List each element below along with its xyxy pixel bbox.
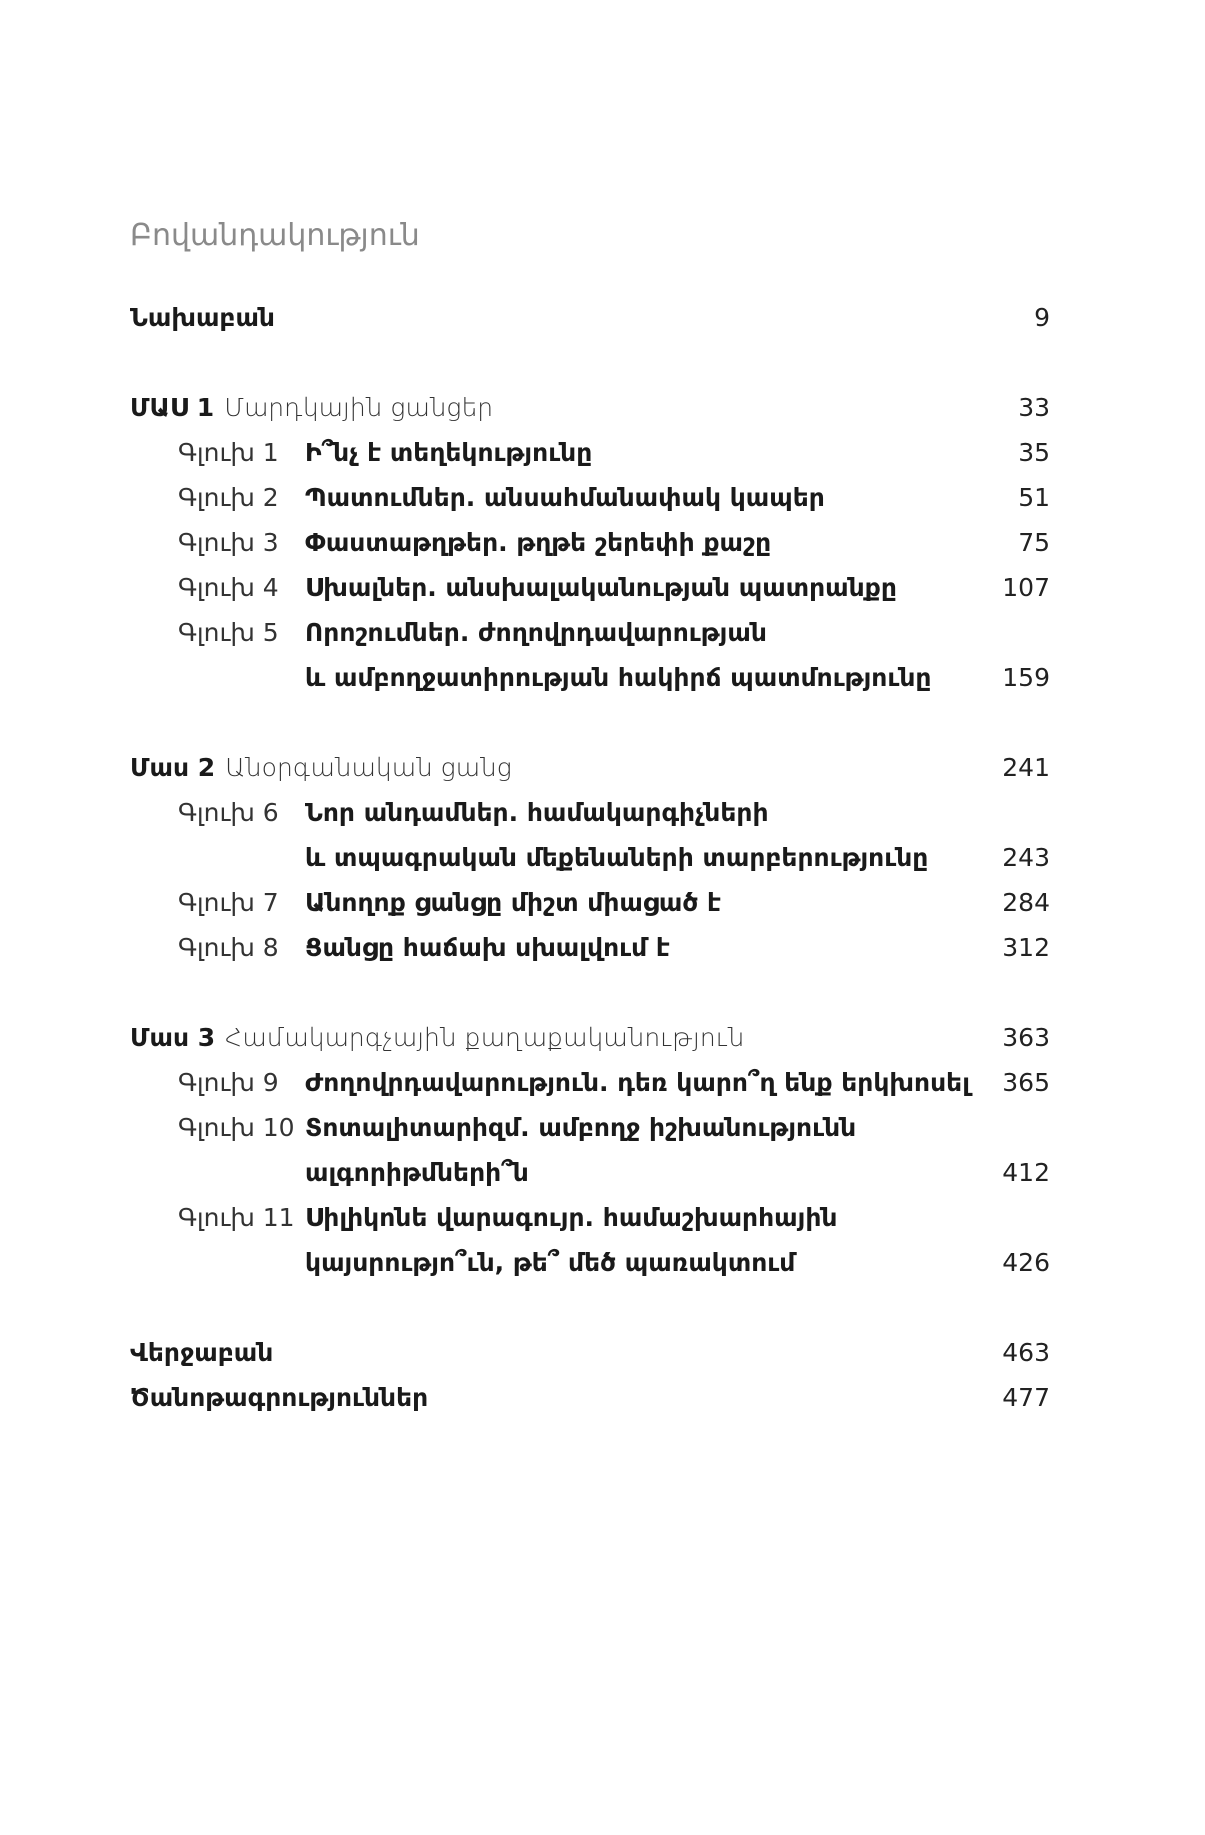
toc-chapter-5[interactable] [130, 613, 1050, 653]
toc-chapter-4[interactable] [130, 568, 1050, 608]
page-number: 241 [1002, 753, 1050, 782]
page-number: 463 [1002, 1338, 1050, 1367]
chapter-title: Սիլիկոնե վարագույր. համաշխարհային [305, 1203, 838, 1232]
chapter-label: Գլուխ 10 [178, 1113, 295, 1142]
toc-entry-epilogue[interactable] [130, 1333, 1050, 1373]
toc-chapter-10[interactable] [130, 1108, 1050, 1148]
part-title: Համակարգչային քաղաքականություն [225, 1023, 745, 1052]
toc-chapter-9[interactable] [130, 1063, 1050, 1103]
entry-title: Նախաբան [130, 303, 275, 332]
toc-chapter-5-cont[interactable] [130, 658, 1050, 698]
chapter-title-cont: կայսրությո՞ւն, թե՞ մեծ պառակտում [305, 1248, 796, 1277]
toc-part-3[interactable] [130, 1018, 1050, 1058]
part-title: Մարդկային ցանցեր [224, 393, 494, 422]
toc-part-1[interactable] [130, 388, 1050, 428]
page-number: 412 [1002, 1158, 1050, 1187]
toc-chapter-11[interactable] [130, 1198, 1050, 1238]
toc-chapter-3[interactable] [130, 523, 1050, 563]
page-number: 9 [1034, 303, 1050, 332]
page-number: 75 [1018, 528, 1050, 557]
page-number: 284 [1002, 888, 1050, 917]
chapter-title-cont: և ամբողջատիրության հակիրճ պատմությունը [305, 663, 932, 692]
page-number: 312 [1002, 933, 1050, 962]
page-number: 477 [1002, 1383, 1050, 1412]
page-number: 159 [1002, 663, 1050, 692]
chapter-title-cont: ալգորիթմների՞ն [305, 1158, 529, 1187]
toc-entry-notes[interactable] [130, 1378, 1050, 1418]
chapter-label: Գլուխ 3 [178, 528, 279, 557]
page-number: 243 [1002, 843, 1050, 872]
chapter-label: Գլուխ 6 [178, 798, 279, 827]
entry-title: Վերջաբան [130, 1338, 274, 1367]
part-title: Անօրգանական ցանց [225, 753, 512, 782]
toc-chapter-2[interactable] [130, 478, 1050, 518]
page-number: 107 [1002, 573, 1050, 602]
chapter-title: Փաստաթղթեր. թղթե շերեփի քաշը [305, 528, 772, 557]
chapter-label: Գլուխ 11 [178, 1203, 295, 1232]
part-label: ՄԱՍ 1 [130, 393, 215, 422]
toc-chapter-6-cont[interactable] [130, 838, 1050, 878]
chapter-label: Գլուխ 7 [178, 888, 279, 917]
chapter-label: Գլուխ 2 [178, 483, 279, 512]
page-number: 33 [1018, 393, 1050, 422]
chapter-label: Գլուխ 8 [178, 933, 279, 962]
toc-chapter-6[interactable] [130, 793, 1050, 833]
entry-title: Ծանոթագրություններ [130, 1383, 429, 1412]
toc-chapter-10-cont[interactable] [130, 1153, 1050, 1193]
toc-entry-preface[interactable] [130, 298, 1050, 338]
page-number: 35 [1018, 438, 1050, 467]
chapter-label: Գլուխ 5 [178, 618, 279, 647]
chapter-label: Գլուխ 9 [178, 1068, 279, 1097]
part-label: Մաս 2 [130, 753, 216, 782]
chapter-title: Պատումներ. անսահմանափակ կապեր [305, 483, 825, 512]
page-number: 51 [1018, 483, 1050, 512]
chapter-title: Որոշումներ. ժողովրդավարության [305, 618, 767, 647]
chapter-label: Գլուխ 1 [178, 438, 279, 467]
page-number: 363 [1002, 1023, 1050, 1052]
chapter-title: Ցանցը հաճախ սխալվում է [305, 933, 671, 962]
chapter-title: Ի՞նչ է տեղեկությունը [305, 438, 593, 467]
chapter-title: Տոտալիտարիզմ. ամբողջ իշխանությունն [305, 1113, 857, 1142]
toc-chapter-7[interactable] [130, 883, 1050, 923]
chapter-title-cont: և տպագրական մեքենաների տարբերությունը [305, 843, 929, 872]
toc-heading: Բովանդակություն [130, 218, 420, 253]
part-label: Մաս 3 [130, 1023, 216, 1052]
toc-chapter-11-cont[interactable] [130, 1243, 1050, 1283]
toc-chapter-1[interactable] [130, 433, 1050, 473]
page-number: 426 [1002, 1248, 1050, 1277]
toc-part-2[interactable] [130, 748, 1050, 788]
chapter-title: Նոր անդամներ. համակարգիչների [305, 798, 769, 827]
chapter-label: Գլուխ 4 [178, 573, 279, 602]
toc-chapter-8[interactable] [130, 928, 1050, 968]
chapter-title: Անողոք ցանցը միշտ միացած է [305, 888, 722, 917]
page-number: 365 [1002, 1068, 1050, 1097]
chapter-title: Սխալներ. անսխալականության պատրանքը [305, 573, 897, 602]
chapter-title: Ժողովրդավարություն. դեռ կարո՞ղ ենք երկխոսել [305, 1068, 970, 1097]
